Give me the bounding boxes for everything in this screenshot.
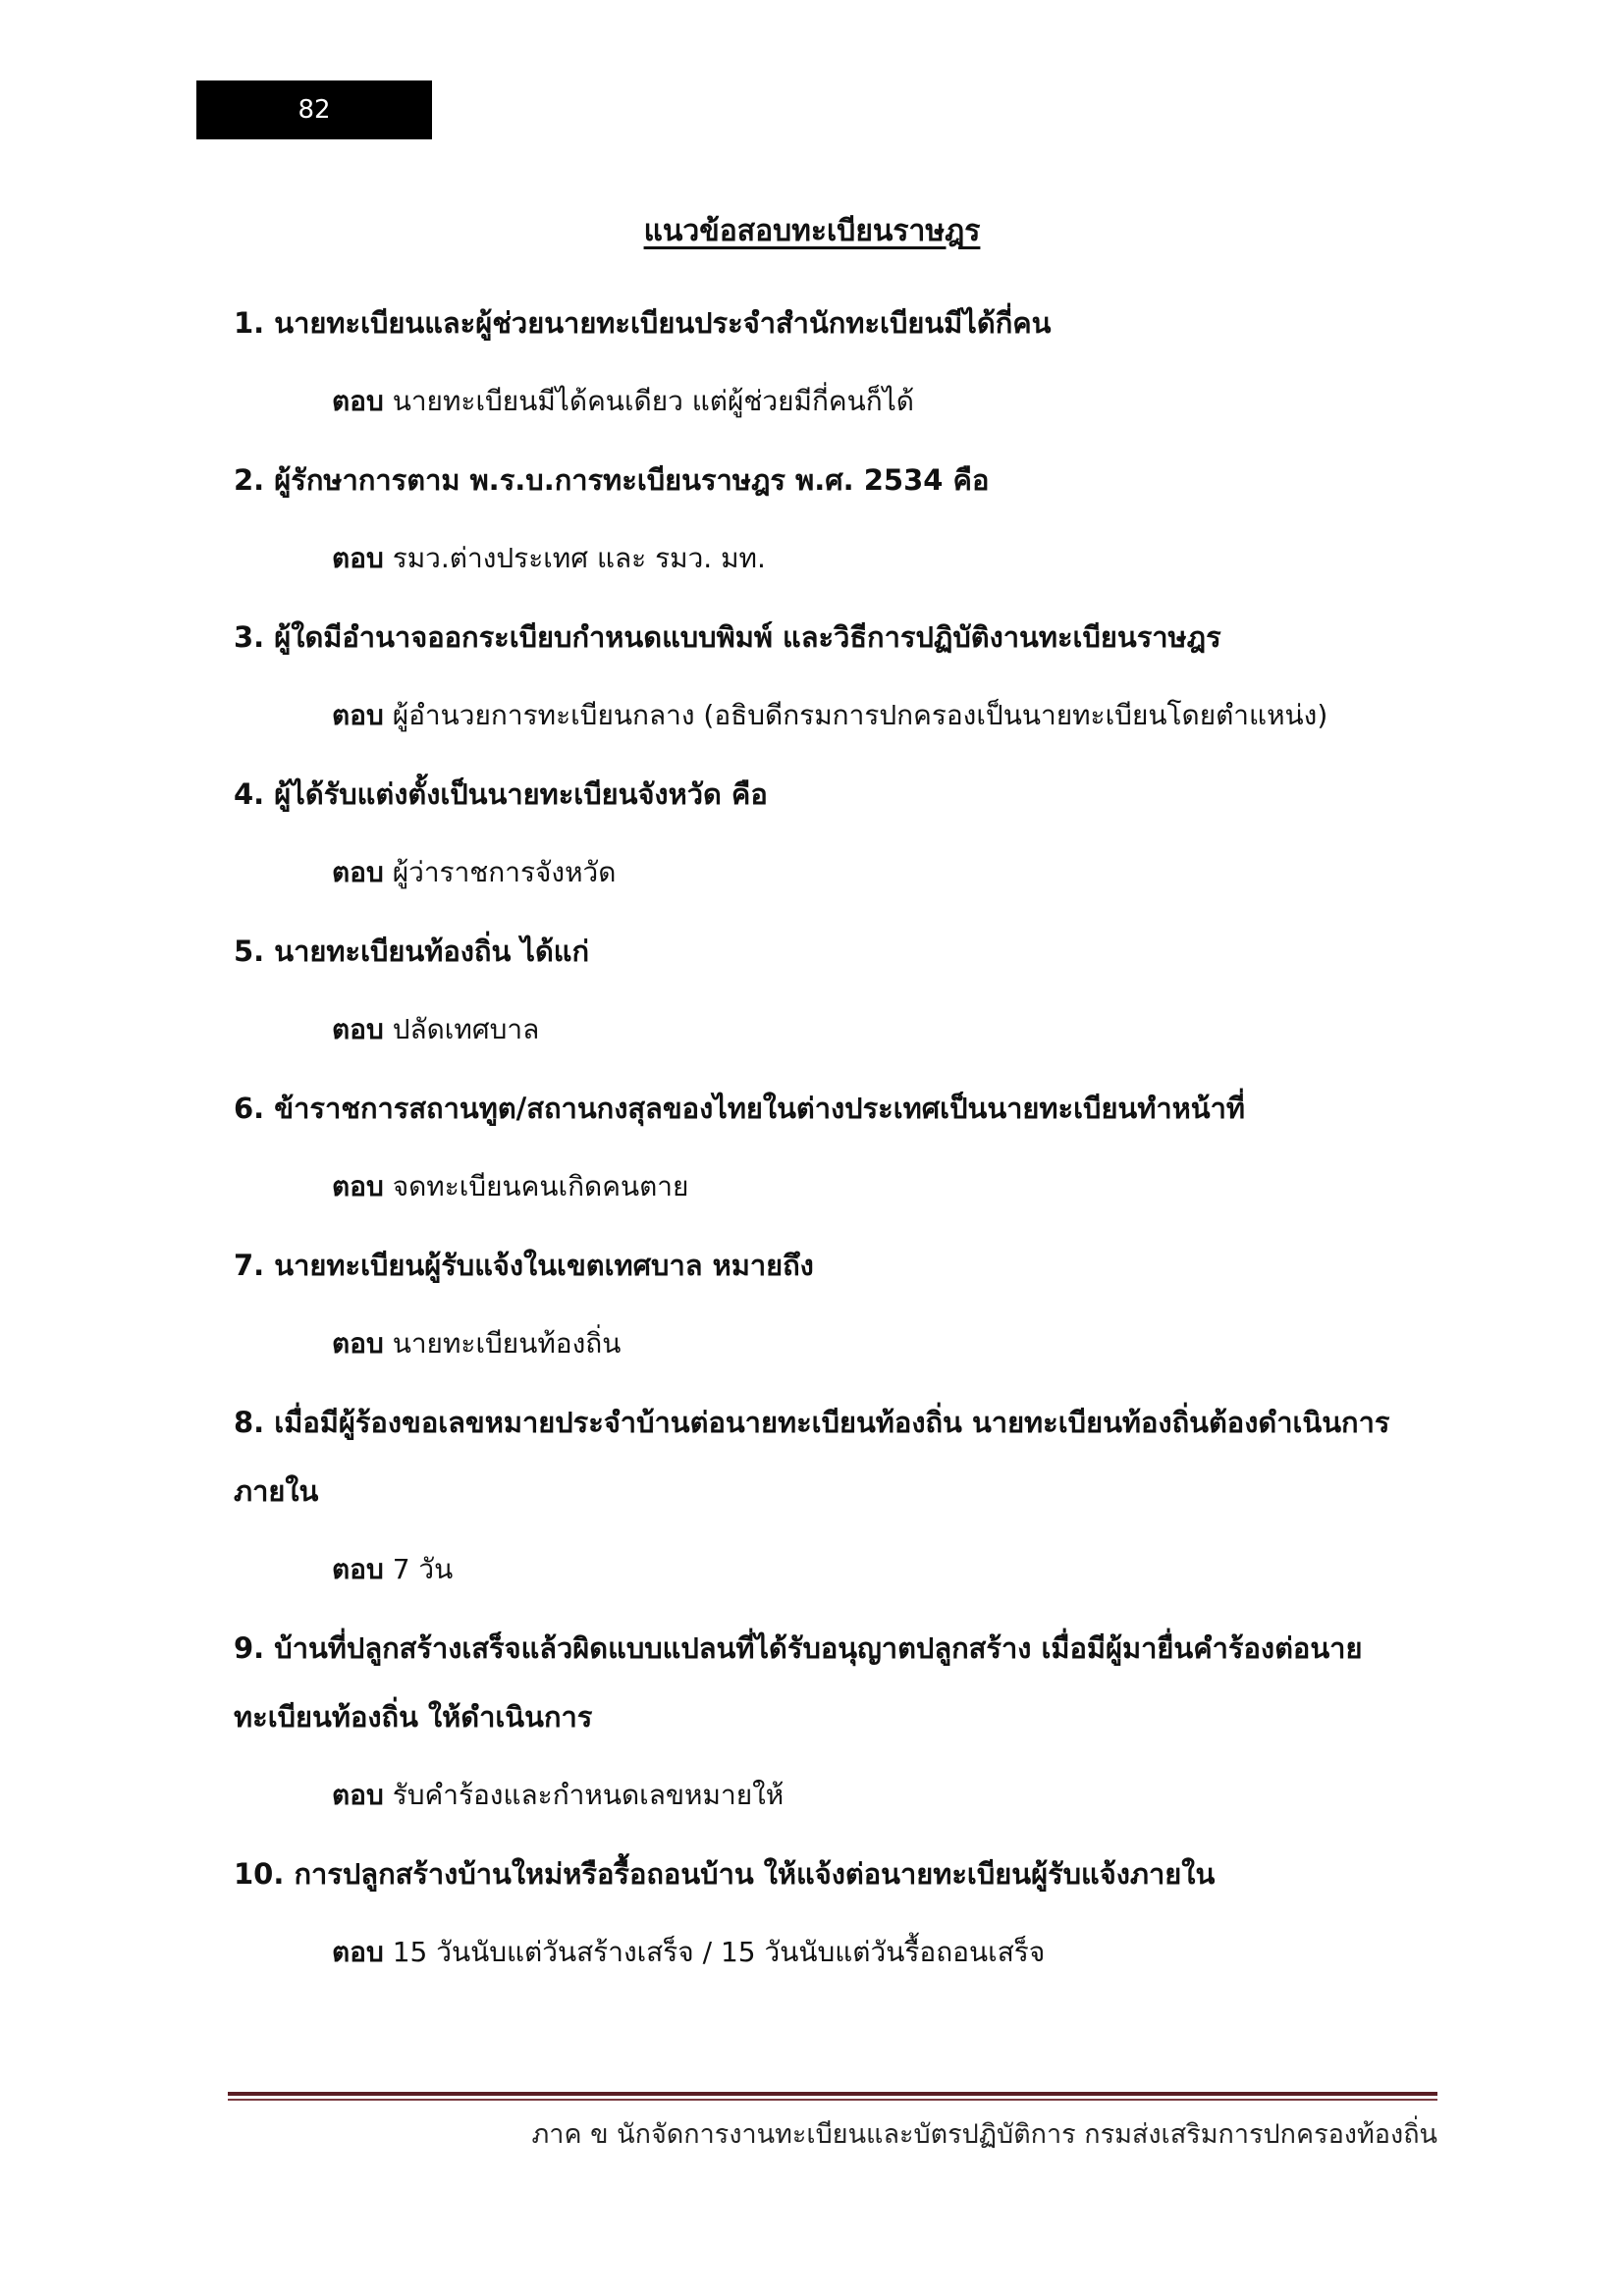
question-5: 5. นายทะเบียนท้องถิ่น ได้แก่ xyxy=(234,934,590,968)
answer-1 xyxy=(332,374,1432,429)
answer-10 xyxy=(332,1925,1432,1980)
answer-text: 7 วัน xyxy=(392,1553,454,1585)
answer-text: 15 วันนับแต่วันสร้างเสร็จ / 15 วันนับแต่วันรื้อถอนเสร็จ xyxy=(392,1936,1046,1968)
question-8: 8. เมื่อมีผู้ร้องขอเลขหมายประจำบ้านต่อนายทะเบียนท้องถิ่น นายทะเบียนท้องถิ่นต้องดำเนินการภายใน xyxy=(234,1406,1390,1508)
answer-label: ตอบ xyxy=(332,699,384,731)
footer-text: ภาค ข นักจัดการงานทะเบียนและบัตรปฏิบัติการ กรมส่งเสริมการปกครองท้องถิ่น xyxy=(531,2119,1437,2150)
answer-text: รับคำร้องและกำหนดเลขหมายให้ xyxy=(392,1779,785,1811)
answer-7 xyxy=(332,1316,1432,1371)
answer-text: รมว.ต่างประเทศ และ รมว. มท. xyxy=(392,542,766,574)
page-title: แนวข้อสอบทะเบียนราษฎร xyxy=(643,214,981,248)
footer-divider xyxy=(228,2092,1437,2101)
answer-label: ตอบ xyxy=(332,1013,384,1045)
qa-item-10 xyxy=(234,1840,1432,1980)
answer-4 xyxy=(332,845,1432,900)
qa-item-7 xyxy=(234,1231,1432,1371)
qa-item-9 xyxy=(234,1614,1432,1823)
qa-item-4 xyxy=(234,760,1432,900)
answer-3 xyxy=(332,688,1432,743)
qa-item-3 xyxy=(234,603,1432,743)
question-3: 3. ผู้ใดมีอำนาจออกระเบียบกำหนดแบบพิมพ์ และวิธีการปฏิบัติงานทะเบียนราษฎร xyxy=(234,620,1221,654)
question-4: 4. ผู้ได้รับแต่งตั้งเป็นนายทะเบียนจังหวัด คือ xyxy=(234,777,768,811)
question-9: 9. บ้านที่ปลูกสร้างเสร็จแล้วผิดแบบแปลนที่ได้รับอนุญาตปลูกสร้าง เมื่อมีผู้มายื่นคำร้องต่อนายทะเบียนท้องถิ่น ให้ดำเนินการ xyxy=(234,1631,1363,1734)
answer-text: ผู้อำนวยการทะเบียนกลาง (อธิบดีกรมการปกครองเป็นนายทะเบียนโดยตำแหน่ง) xyxy=(392,699,1328,731)
qa-item-6 xyxy=(234,1074,1432,1214)
answer-text: ปลัดเทศบาล xyxy=(392,1013,540,1045)
answer-8 xyxy=(332,1542,1432,1597)
question-2: 2. ผู้รักษาการตาม พ.ร.บ.การทะเบียนราษฎร พ.ศ. 2534 คือ xyxy=(234,463,990,497)
page-number: 82 xyxy=(298,95,331,125)
answer-9 xyxy=(332,1768,1432,1823)
question-1: 1. นายทะเบียนและผู้ช่วยนายทะเบียนประจำสำนักทะเบียนมีได้กี่คน xyxy=(234,306,1052,340)
answer-label: ตอบ xyxy=(332,856,384,888)
question-7: 7. นายทะเบียนผู้รับแจ้งในเขตเทศบาล หมายถึง xyxy=(234,1249,814,1282)
qa-item-5 xyxy=(234,917,1432,1057)
answer-label: ตอบ xyxy=(332,1936,384,1968)
page-number-box xyxy=(196,80,432,139)
answer-text: จดทะเบียนคนเกิดคนตาย xyxy=(392,1170,689,1202)
answer-text: นายทะเบียนท้องถิ่น xyxy=(392,1327,622,1360)
answer-6 xyxy=(332,1159,1432,1214)
answer-2 xyxy=(332,531,1432,586)
answer-label: ตอบ xyxy=(332,1327,384,1360)
question-10: 10. การปลูกสร้างบ้านใหม่หรือรื้อถอนบ้าน ให้แจ้งต่อนายทะเบียนผู้รับแจ้งภายใน xyxy=(234,1857,1216,1891)
qa-list xyxy=(234,289,1432,1997)
answer-label: ตอบ xyxy=(332,385,384,417)
question-6: 6. ข้าราชการสถานทูต/สถานกงสุลของไทยในต่างประเทศเป็นนายทะเบียนทำหน้าที่ xyxy=(234,1092,1245,1125)
qa-item-1 xyxy=(234,289,1432,429)
answer-text: นายทะเบียนมีได้คนเดียว แต่ผู้ช่วยมีกี่คนก็ได้ xyxy=(392,385,914,417)
answer-label: ตอบ xyxy=(332,1779,384,1811)
qa-item-2 xyxy=(234,446,1432,586)
answer-label: ตอบ xyxy=(332,542,384,574)
answer-5 xyxy=(332,1002,1432,1057)
answer-label: ตอบ xyxy=(332,1170,384,1202)
answer-text: ผู้ว่าราชการจังหวัด xyxy=(392,856,617,888)
answer-label: ตอบ xyxy=(332,1553,384,1585)
qa-item-8 xyxy=(234,1388,1432,1597)
